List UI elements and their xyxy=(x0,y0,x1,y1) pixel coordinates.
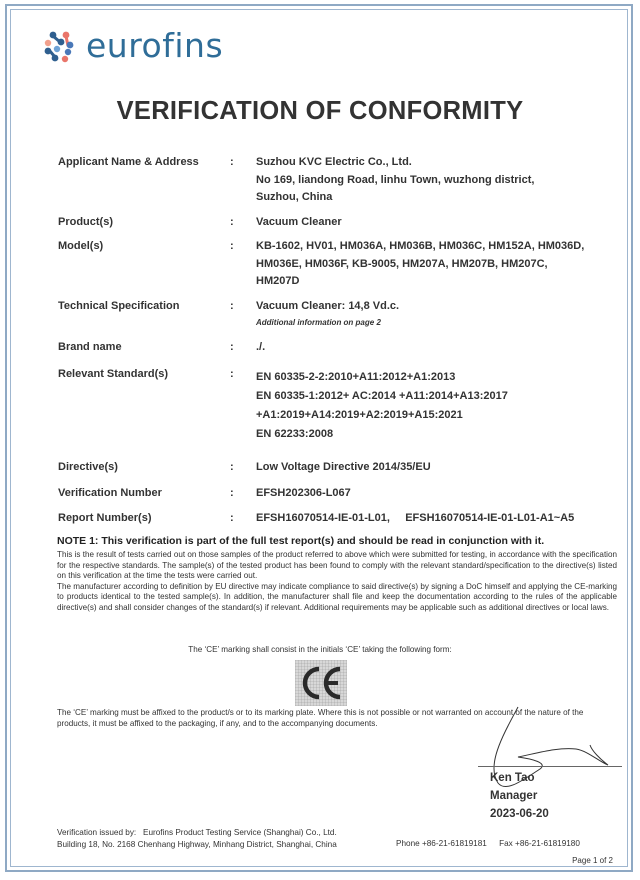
field-value xyxy=(256,238,616,291)
field-label: Relevant Standard(s) xyxy=(58,368,169,380)
phone-number: Phone +86-21-61819181 xyxy=(396,839,487,848)
logo-text: eurofins xyxy=(86,26,224,65)
footer-contact xyxy=(396,839,580,848)
signature-date: 2023-06-20 xyxy=(490,808,549,820)
signatory-role: Manager xyxy=(490,790,538,802)
standard-line: EN 62233:2008 xyxy=(256,428,334,440)
note-paragraph: The manufacturer according to definition by EU directive may indicate compliance to said directive(s) by signing a DoC himself and applying the CE-marking to products identical to the tested sample(s). In addition, the manufacturer shall file and keep the documentation according to the rules of the applicable directive(s) and shall consider changes of the standard(s) if relevant. Additional requirements may be applicable such as additional directives or local laws. xyxy=(57,581,617,612)
model-line: HM036E, HM036F, KB-9005, HM207A, HM207B, HM207C, xyxy=(256,257,548,270)
field-label: Technical Specification xyxy=(58,300,180,312)
field-value: Low Voltage Directive 2014/35/EU xyxy=(256,461,431,473)
page-number: Page 1 of 2 xyxy=(572,856,613,865)
standard-line: EN 60335-2-2:2010+A11:2012+A1:2013 xyxy=(256,371,456,383)
field-value xyxy=(256,154,616,207)
field-label: Applicant Name & Address xyxy=(58,156,199,168)
field-label: Directive(s) xyxy=(58,461,118,473)
field-colon: : xyxy=(230,341,234,353)
document-title: VERIFICATION OF CONFORMITY xyxy=(116,97,524,125)
field-label: Brand name xyxy=(58,341,122,353)
eurofins-logo xyxy=(42,28,223,64)
eurofins-molecule-icon xyxy=(42,28,78,64)
field-colon: : xyxy=(230,461,234,473)
field-label: Model(s) xyxy=(58,240,104,252)
field-colon: : xyxy=(230,487,234,499)
tech-spec-note: Additional information on page 2 xyxy=(256,317,381,327)
applicant-name: Suzhou KVC Electric Co., Ltd. xyxy=(256,156,412,168)
field-colon: : xyxy=(230,300,234,312)
signatory xyxy=(490,769,549,823)
applicant-address-line: No 169, liandong Road, linhu Town, wuzhong district, xyxy=(256,173,535,186)
fax-number: Fax +86-21-61819180 xyxy=(499,839,580,848)
ce-mark-icon xyxy=(295,660,347,706)
issuer-address: Building 18, No. 2168 Chenhang Highway, Minhang District, Shanghai, China xyxy=(57,840,337,849)
field-colon: : xyxy=(230,240,234,252)
note-body xyxy=(57,550,617,613)
field-value: EFSH202306-L067 xyxy=(256,487,351,499)
field-label: Verification Number xyxy=(58,487,162,499)
field-label: Product(s) xyxy=(58,216,113,228)
field-value: Vacuum Cleaner xyxy=(256,216,342,228)
tech-spec-value: Vacuum Cleaner: 14,8 Vd.c. xyxy=(256,300,400,312)
applicant-address-line: Suzhou, China xyxy=(256,191,333,203)
field-colon: : xyxy=(230,368,234,380)
signatory-name: Ken Tao xyxy=(490,772,535,784)
standard-line: EN 60335-1:2012+ AC:2014 +A11:2014+A13:2017 xyxy=(256,390,508,402)
ce-caption: The ‘CE’ marking shall consist in the initials ‘CE’ taking the following form: xyxy=(188,645,452,654)
field-value: EFSH16070514-IE-01-L01, EFSH16070514-IE-01-L01-A1~A5 xyxy=(256,512,575,524)
field-value: ./. xyxy=(256,341,266,353)
model-line: KB-1602, HV01, HM036A, HM036B, HM036C, HM152A, HM036D, xyxy=(256,240,585,252)
field-colon: : xyxy=(230,156,234,168)
note-title: NOTE 1: This verification is part of the full test report(s) and should be read in conjunction with it. xyxy=(57,535,545,547)
field-label: Report Number(s) xyxy=(58,512,152,524)
ce-note: The ‘CE’ marking must be affixed to the product/s or to its marking plate. Where this is not possible or not warranted on account of the nature of the products, it must be affixed to the packaging, if any, and to the accompanying documents. xyxy=(57,708,584,728)
signature-line xyxy=(478,766,622,767)
footer-issuer xyxy=(57,827,337,851)
note-paragraph: This is the result of tests carried out on those samples of the product referred to above which were submitted for testing, in accordance with the specification for the respective standards. The sample(s) of the tested product has been found to comply with the relevant standard/specification to the directive(s) listed on this verification at the time the tests were carried out. xyxy=(57,550,617,580)
standard-line: +A1:2019+A14:2019+A2:2019+A15:2021 xyxy=(256,409,463,421)
field-colon: : xyxy=(230,512,234,524)
field-colon: : xyxy=(230,216,234,228)
model-line: HM207D xyxy=(256,275,300,287)
issued-by: Verification issued by: Eurofins Product Testing Service (Shanghai) Co., Ltd. xyxy=(57,828,337,837)
field-value xyxy=(256,298,616,330)
field-value xyxy=(256,368,616,444)
